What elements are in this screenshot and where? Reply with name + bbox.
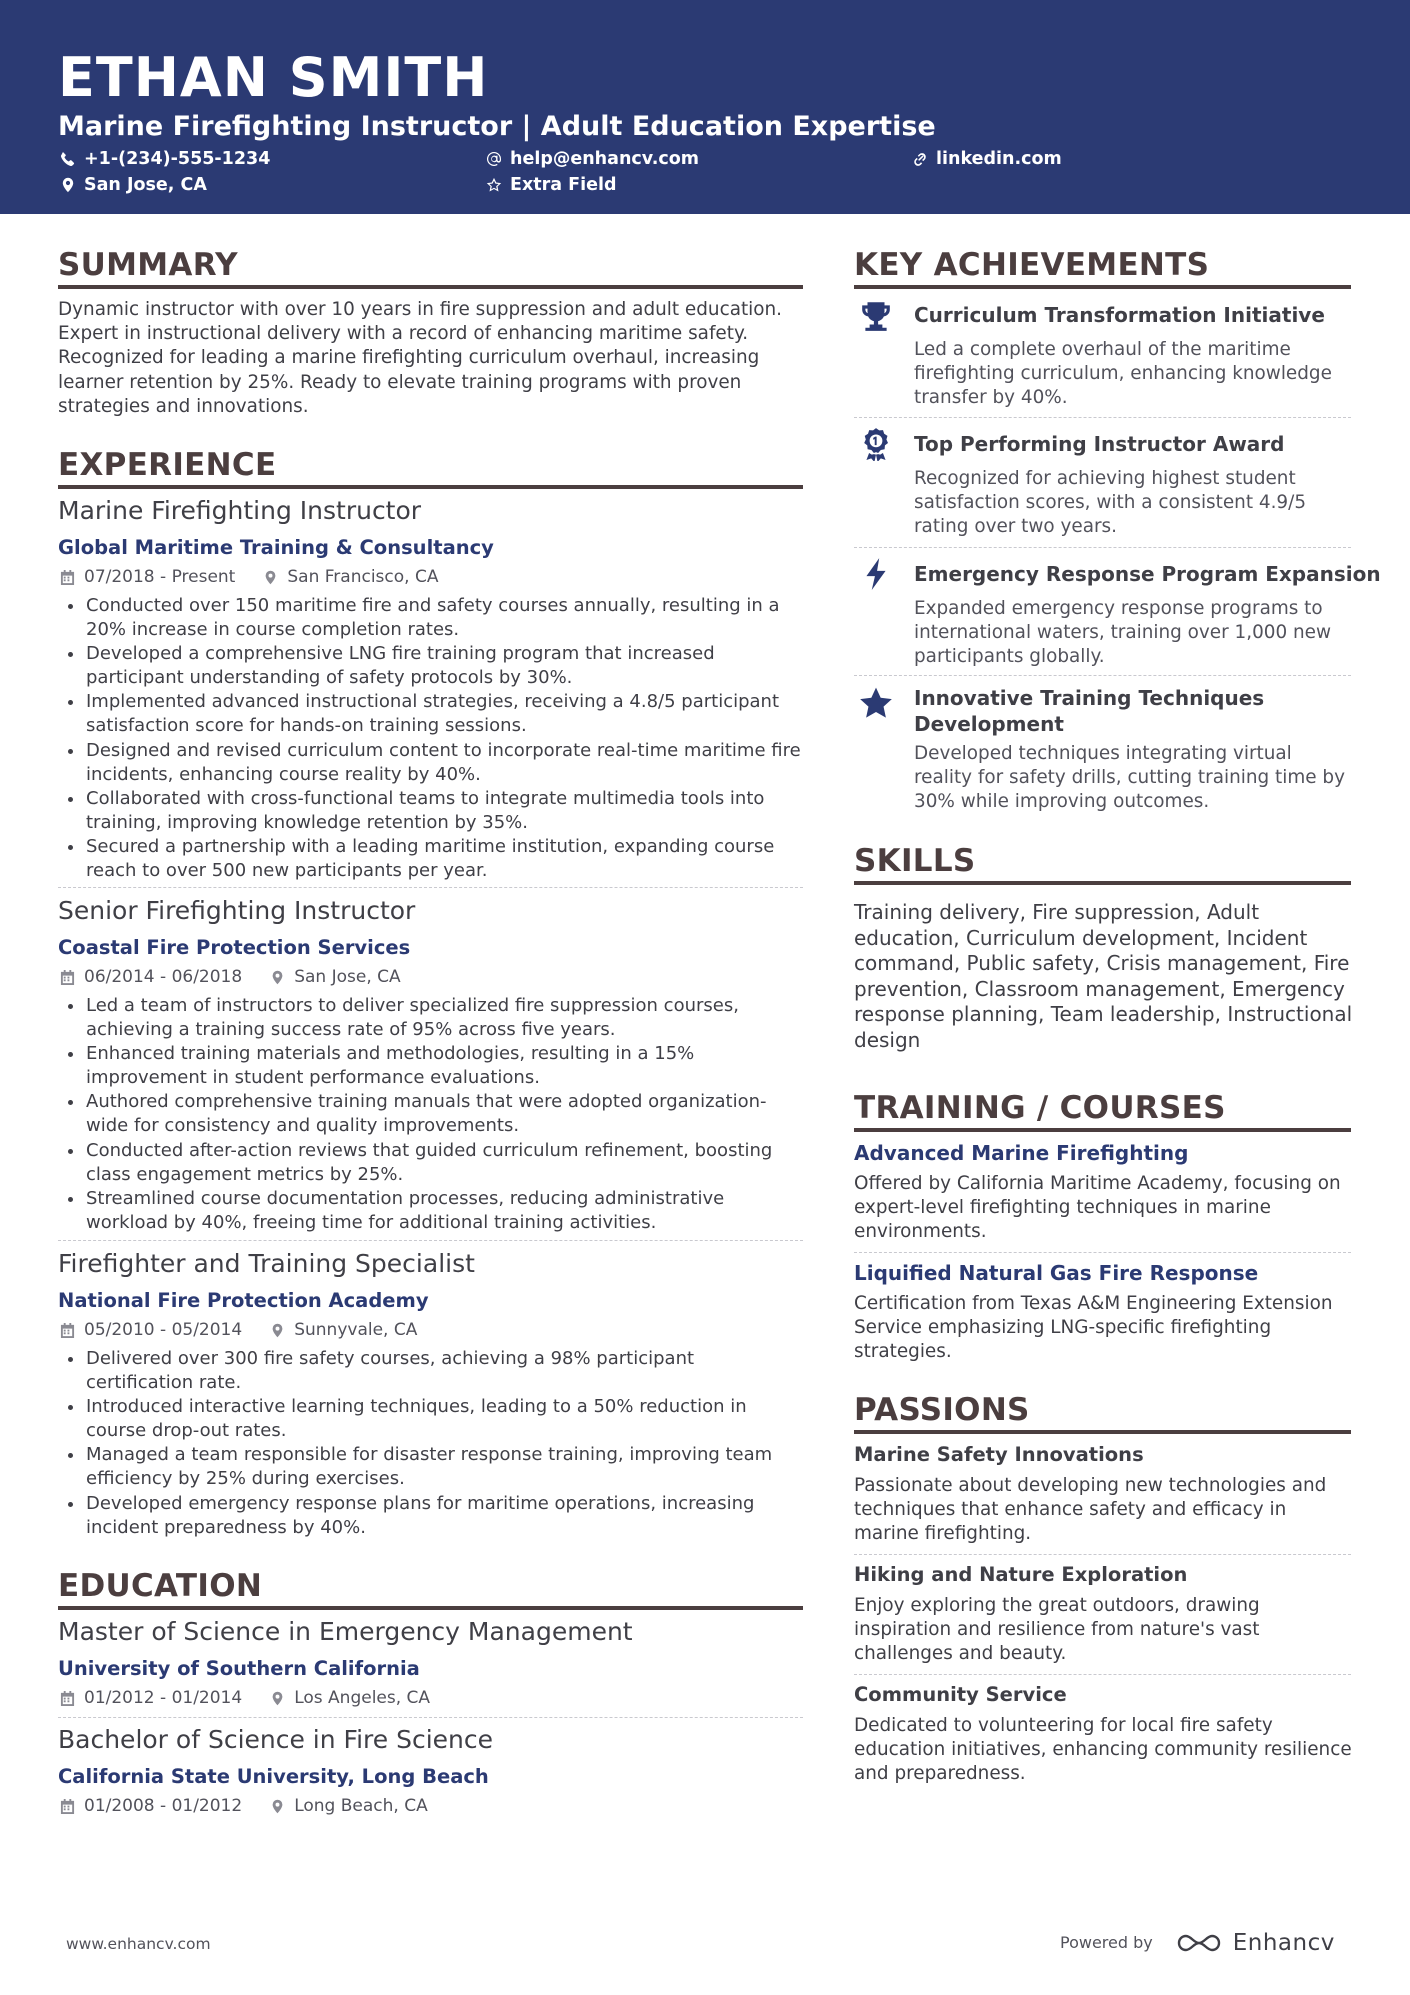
education-heading: EDUCATION <box>58 1568 263 1604</box>
contact-email[interactable] <box>486 147 699 171</box>
achievement-desc: Developed techniques integrating virtual reality for safety drills, cutting training time by 30% while improving outcomes. <box>914 743 1345 813</box>
calendar-icon <box>60 1799 75 1814</box>
contact-website-text: linkedin.com <box>936 149 1062 169</box>
job-location: Sunnyvale, CA <box>294 1320 418 1340</box>
divider <box>854 1554 1351 1555</box>
divider <box>58 1717 803 1718</box>
candidate-headline: Marine Firefighting Instructor | Adult Education Expertise <box>58 111 936 142</box>
job-location: San Jose, CA <box>294 967 401 987</box>
job-bullet: Led a team of instructors to deliver specialized fire suppression courses, achieving a training success rate of 95% across five years. <box>58 994 803 1042</box>
job-company: Global Maritime Training & Consultancy <box>58 536 494 559</box>
at-sign-icon <box>486 151 502 167</box>
calendar-icon <box>60 970 75 985</box>
achievement-desc: Expanded emergency response programs to international waters, training over 1,000 new participants globally. <box>914 598 1332 668</box>
job-dates: 05/2010 - 05/2014 <box>84 1320 243 1340</box>
job-bullet: Designed and revised curriculum content to incorporate real-time maritime fire incidents, enhancing course reality by 40%. <box>58 739 803 787</box>
job-company: Coastal Fire Protection Services <box>58 936 411 959</box>
link-icon <box>912 151 928 167</box>
job-dates: 07/2018 - Present <box>84 567 236 587</box>
contact-phone[interactable] <box>60 147 270 171</box>
course-desc: Offered by California Maritime Academy, focusing on expert-level firefighting techniques in marine environments. <box>854 1173 1341 1243</box>
lightning-bolt-icon <box>859 557 893 591</box>
divider <box>854 417 1351 418</box>
job-dates: 06/2014 - 06/2018 <box>84 967 243 987</box>
job-meta <box>60 1319 417 1341</box>
education-rule <box>58 1606 803 1610</box>
degree-title: Bachelor of Science in Fire Science <box>58 1725 494 1754</box>
degree-title: Master of Science in Emergency Management <box>58 1617 633 1646</box>
education-location: Long Beach, CA <box>294 1796 428 1816</box>
achievement-title: Top Performing Instructor Award <box>914 432 1285 456</box>
summary-rule <box>58 285 803 289</box>
job-bullet: Streamlined course documentation processes, reducing administrative workload by 40%, freeing time for additional training activities. <box>58 1187 803 1235</box>
contact-location-text: San Jose, CA <box>84 175 207 195</box>
achievements-heading: KEY ACHIEVEMENTS <box>854 247 1210 283</box>
enhancv-logo-icon <box>1175 1931 1223 1955</box>
course-title: Liquified Natural Gas Fire Response <box>854 1261 1259 1285</box>
job-bullet: Managed a team responsible for disaster response training, improving team efficiency by 25% during exercises. <box>58 1443 803 1491</box>
job-title: Firefighter and Training Specialist <box>58 1249 475 1278</box>
job-bullet: Conducted after-action reviews that guided curriculum refinement, boosting class engagement metrics by 25%. <box>58 1139 803 1187</box>
contact-website[interactable] <box>912 147 1062 171</box>
contact-location <box>60 173 207 197</box>
education-meta <box>60 1687 430 1709</box>
passion-title: Hiking and Nature Exploration <box>854 1563 1188 1586</box>
skills-rule <box>854 881 1351 885</box>
passion-desc: Dedicated to volunteering for local fire safety education initiatives, enhancing community resilience and preparedness. <box>854 1715 1352 1785</box>
passions-heading: PASSIONS <box>854 1392 1030 1428</box>
passions-rule <box>854 1430 1351 1434</box>
divider <box>854 1674 1351 1675</box>
trophy-icon <box>859 299 893 333</box>
course-desc: Certification from Texas A&M Engineering Extension Service emphasizing LNG-specific firefighting strategies. <box>854 1293 1333 1363</box>
job-bullet: Authored comprehensive training manuals that were adopted organization-wide for consistency and quality improvements. <box>58 1090 803 1138</box>
passion-title: Marine Safety Innovations <box>854 1443 1144 1466</box>
job-bullet: Introduced interactive learning techniques, leading to a 50% reduction in course drop-out rates. <box>58 1395 803 1443</box>
contact-email-text: help@enhancv.com <box>510 149 700 169</box>
school-name: California State University, Long Beach <box>58 1765 489 1788</box>
star-outline-icon <box>486 177 502 193</box>
school-name: University of Southern California <box>58 1657 420 1680</box>
contact-extra-text: Extra Field <box>510 175 617 195</box>
divider <box>854 1252 1351 1253</box>
experience-rule <box>58 485 803 489</box>
training-heading: TRAINING / COURSES <box>854 1090 1226 1126</box>
job-bullet: Collaborated with cross-functional teams to integrate multimedia tools into training, improving knowledge retention by 35%. <box>58 787 803 835</box>
education-dates: 01/2008 - 01/2012 <box>84 1796 243 1816</box>
job-bullet: Delivered over 300 fire safety courses, achieving a 98% participant certification rate. <box>58 1347 803 1395</box>
calendar-icon <box>60 570 75 585</box>
award-ribbon-icon <box>859 427 893 461</box>
education-dates: 01/2012 - 01/2014 <box>84 1688 243 1708</box>
footer-website[interactable]: www.enhancv.com <box>66 1935 211 1953</box>
job-bullet: Secured a partnership with a leading maritime institution, expanding course reach to over 500 new participants per year. <box>58 835 803 883</box>
footer-branding[interactable] <box>1060 1928 1335 1958</box>
job-meta <box>60 966 401 988</box>
training-rule <box>854 1128 1351 1132</box>
summary-heading: SUMMARY <box>58 247 238 283</box>
education-location: Los Angeles, CA <box>294 1688 431 1708</box>
job-title: Marine Firefighting Instructor <box>58 496 422 525</box>
job-bullet: Enhanced training materials and methodologies, resulting in a 15% improvement in student performance evaluations. <box>58 1042 803 1090</box>
divider <box>58 1240 803 1241</box>
job-bullet: Developed emergency response plans for maritime operations, increasing incident preparedness by 40%. <box>58 1492 803 1540</box>
job-bullet: Implemented advanced instructional strategies, receiving a 4.8/5 participant satisfaction score for hands-on training sessions. <box>58 690 803 738</box>
skills-list: Training delivery, Fire suppression, Adult education, Curriculum development, Incident command, Public safety, Crisis management, Fire prevention, Classroom management, Emergency response planning, Team leadership, Instructional design <box>854 900 1353 1052</box>
achievements-rule <box>854 285 1351 289</box>
summary-text: Dynamic instructor with over 10 years in fire suppression and adult education. Expert in instructional delivery with a record of enhancing maritime safety. Recognized for leading a marine firefighting curriculum overhaul, increasing learner retention by 25%. Ready to elevate training programs with proven strategies and innovations. <box>58 299 783 417</box>
phone-icon <box>60 151 76 167</box>
star-icon <box>859 686 893 720</box>
passion-desc: Passionate about developing new technologies and techniques that enhance safety and efficacy in marine firefighting. <box>854 1475 1327 1545</box>
divider <box>58 887 803 888</box>
calendar-icon <box>60 1323 75 1338</box>
passion-desc: Enjoy exploring the great outdoors, drawing inspiration and resilience from nature's vast challenges and beauty. <box>854 1595 1260 1665</box>
achievement-title: Innovative Training Techniques Development <box>914 686 1265 736</box>
calendar-icon <box>60 1691 75 1706</box>
contact-extra-field <box>486 173 617 197</box>
passion-title: Community Service <box>854 1683 1067 1706</box>
job-company: National Fire Protection Academy <box>58 1289 429 1312</box>
achievement-title: Emergency Response Program Expansion <box>914 562 1381 586</box>
candidate-name: ETHAN SMITH <box>58 46 489 109</box>
experience-heading: EXPERIENCE <box>58 447 277 483</box>
divider <box>854 547 1351 548</box>
resume-header <box>0 0 1410 214</box>
map-pin-icon <box>270 970 285 985</box>
job-bullets <box>58 994 803 1235</box>
achievement-title: Curriculum Transformation Initiative <box>914 303 1325 327</box>
course-title: Advanced Marine Firefighting <box>854 1141 1189 1165</box>
map-pin-icon <box>60 177 76 193</box>
job-bullet: Conducted over 150 maritime fire and safety courses annually, resulting in a 20% increase in course completion rates. <box>58 594 803 642</box>
brand-name: Enhancv <box>1232 1930 1335 1956</box>
education-meta <box>60 1795 428 1817</box>
achievement-desc: Recognized for achieving highest student satisfaction scores, with a consistent 4.9/5 rating over two years. <box>914 468 1307 538</box>
job-bullets <box>58 1347 803 1540</box>
map-pin-icon <box>270 1799 285 1814</box>
job-title: Senior Firefighting Instructor <box>58 896 416 925</box>
job-meta <box>60 566 438 588</box>
contact-phone-text: +1-(234)-555-1234 <box>84 149 271 169</box>
skills-heading: SKILLS <box>854 843 976 879</box>
powered-by-label: Powered by <box>1060 1933 1153 1952</box>
map-pin-icon <box>263 570 278 585</box>
job-bullets <box>58 594 803 883</box>
achievement-desc: Led a complete overhaul of the maritime firefighting curriculum, enhancing knowledge transfer by 40%. <box>914 339 1332 409</box>
map-pin-icon <box>270 1323 285 1338</box>
divider <box>854 675 1351 676</box>
map-pin-icon <box>270 1691 285 1706</box>
job-bullet: Developed a comprehensive LNG fire training program that increased participant understanding of safety protocols by 30%. <box>58 642 803 690</box>
job-location: San Francisco, CA <box>287 567 439 587</box>
